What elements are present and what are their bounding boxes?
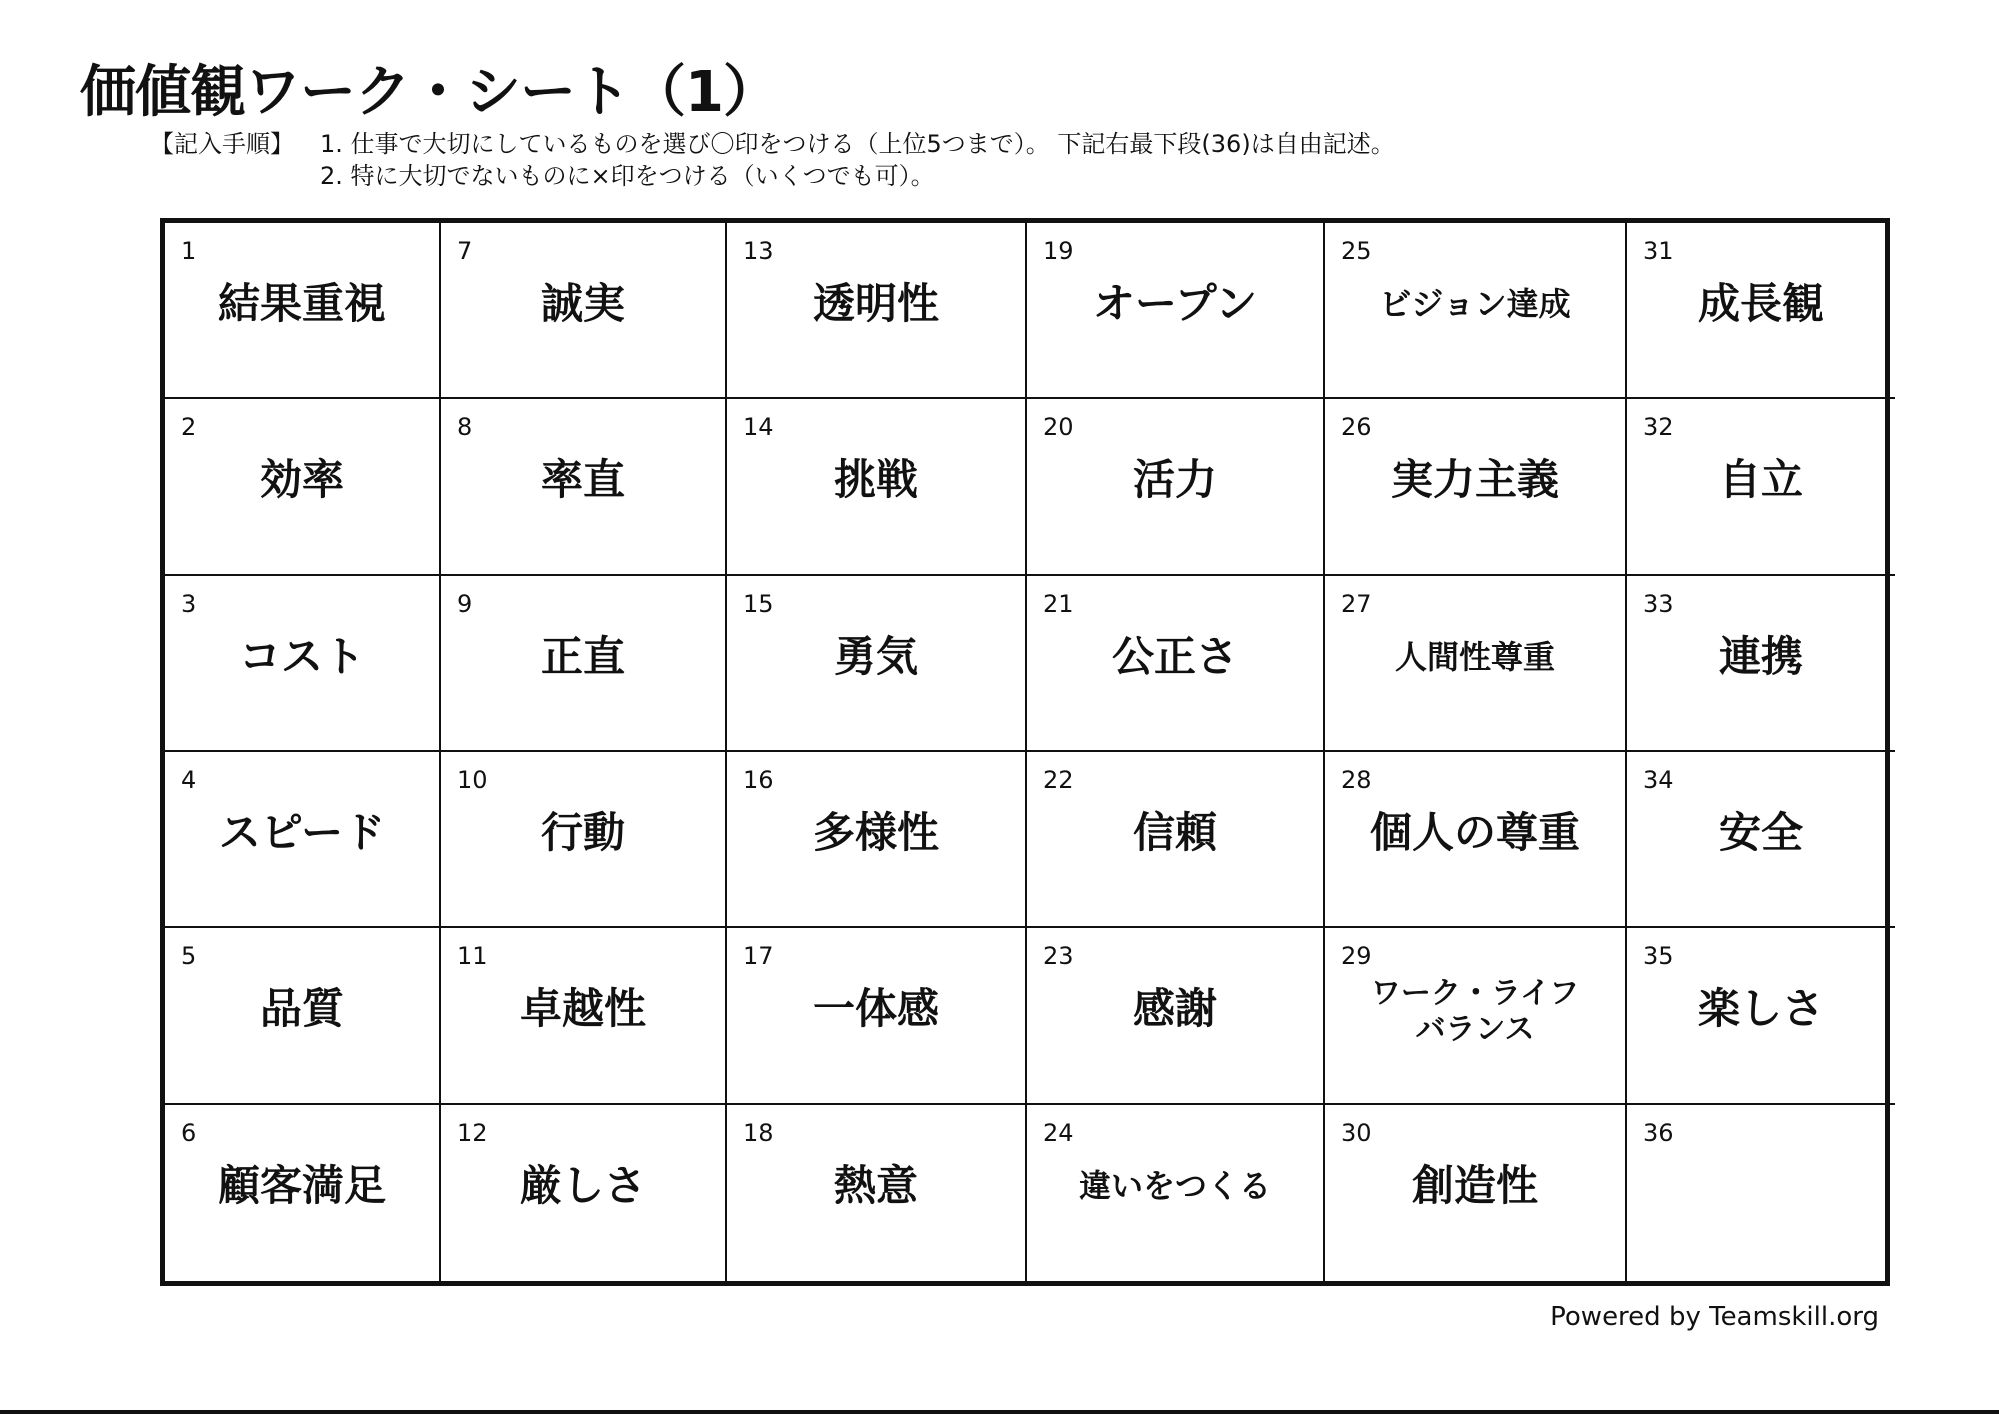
cell-number: 12 bbox=[457, 1118, 488, 1147]
value-cell[interactable] bbox=[165, 1105, 441, 1281]
cell-number: 21 bbox=[1043, 589, 1074, 618]
cell-label: オープン bbox=[1092, 279, 1258, 328]
cell-label: 透明性 bbox=[812, 279, 939, 328]
value-cell[interactable] bbox=[727, 223, 1027, 399]
cell-number: 7 bbox=[457, 237, 473, 265]
values-grid bbox=[160, 218, 1890, 1286]
page-title: 価値観ワーク・シート（1） bbox=[80, 60, 778, 125]
cell-number: 10 bbox=[457, 765, 488, 794]
cell-label: 実力主義 bbox=[1390, 455, 1559, 505]
cell-label: スピード bbox=[218, 807, 386, 857]
cell-number: 33 bbox=[1643, 589, 1674, 618]
value-cell[interactable] bbox=[441, 576, 727, 752]
cell-label: 多様性 bbox=[812, 807, 939, 857]
cell-number: 8 bbox=[457, 413, 473, 442]
value-cell[interactable] bbox=[1027, 399, 1325, 575]
cell-number: 25 bbox=[1341, 237, 1372, 265]
cell-number: 31 bbox=[1643, 237, 1674, 265]
cell-label: 公正さ bbox=[1111, 631, 1238, 681]
cell-label: 感謝 bbox=[1132, 984, 1217, 1034]
cell-label: 正直 bbox=[540, 631, 625, 681]
value-cell[interactable] bbox=[165, 223, 441, 399]
cell-label: 安全 bbox=[1718, 807, 1803, 857]
cell-number: 9 bbox=[457, 589, 473, 618]
cell-number: 27 bbox=[1341, 589, 1372, 618]
value-cell[interactable] bbox=[1325, 928, 1627, 1104]
cell-number: 2 bbox=[181, 413, 197, 442]
cell-number: 4 bbox=[181, 765, 197, 794]
cell-label: 一体感 bbox=[812, 984, 939, 1034]
value-cell[interactable] bbox=[165, 752, 441, 928]
value-cell[interactable] bbox=[441, 928, 727, 1104]
value-cell[interactable] bbox=[727, 928, 1027, 1104]
cell-label: 個人の尊重 bbox=[1369, 807, 1580, 857]
cell-label: コスト bbox=[238, 631, 365, 681]
value-cell[interactable] bbox=[165, 399, 441, 575]
value-cell[interactable] bbox=[165, 576, 441, 752]
value-cell[interactable] bbox=[1027, 1105, 1325, 1281]
value-cell[interactable] bbox=[1627, 399, 1895, 575]
value-cell[interactable] bbox=[727, 399, 1027, 575]
value-cell[interactable] bbox=[1027, 223, 1325, 399]
value-cell[interactable] bbox=[1325, 223, 1627, 399]
cell-label: 効率 bbox=[259, 455, 344, 505]
cell-label: 成長観 bbox=[1697, 279, 1824, 328]
value-cell[interactable] bbox=[441, 399, 727, 575]
cell-number: 34 bbox=[1643, 765, 1674, 794]
value-cell[interactable] bbox=[165, 928, 441, 1104]
value-cell[interactable] bbox=[441, 1105, 727, 1281]
cell-label: 誠実 bbox=[540, 279, 625, 328]
cell-number: 24 bbox=[1043, 1118, 1074, 1147]
free-entry-cell[interactable] bbox=[1627, 1105, 1895, 1281]
cell-number: 26 bbox=[1341, 413, 1372, 442]
instruction-step-1: 1. 仕事で大切にしているものを選び〇印をつける（上位5つまで）。 下記右最下段(36)は自由記述。 bbox=[320, 130, 1395, 158]
cell-label: 人間性尊重 bbox=[1394, 637, 1555, 676]
cell-label: 創造性 bbox=[1411, 1160, 1538, 1210]
cell-number: 14 bbox=[743, 413, 774, 442]
value-cell[interactable] bbox=[1325, 752, 1627, 928]
value-cell[interactable] bbox=[1325, 1105, 1627, 1281]
cell-label: 信頼 bbox=[1132, 807, 1217, 857]
cell-number: 17 bbox=[743, 942, 774, 971]
instructions-label: 【記入手順】 bbox=[150, 130, 294, 158]
value-cell[interactable] bbox=[1627, 928, 1895, 1104]
cell-number: 11 bbox=[457, 942, 488, 971]
cell-number: 36 bbox=[1643, 1118, 1674, 1147]
cell-number: 16 bbox=[743, 765, 774, 794]
cell-number: 23 bbox=[1043, 942, 1074, 971]
cell-number: 28 bbox=[1341, 765, 1372, 794]
footer-credit: Powered by Teamskill.org bbox=[1550, 1302, 1879, 1332]
cell-number: 19 bbox=[1043, 237, 1074, 265]
cell-number: 29 bbox=[1341, 942, 1372, 971]
value-cell[interactable] bbox=[441, 752, 727, 928]
cell-label: 顧客満足 bbox=[217, 1160, 386, 1210]
value-cell[interactable] bbox=[1325, 576, 1627, 752]
cell-label: 結果重視 bbox=[217, 279, 386, 328]
cell-number: 30 bbox=[1341, 1118, 1372, 1147]
cell-label: 卓越性 bbox=[519, 984, 646, 1034]
cell-number: 1 bbox=[181, 237, 197, 265]
value-cell[interactable] bbox=[1027, 928, 1325, 1104]
bottom-divider bbox=[0, 1410, 1999, 1414]
cell-number: 35 bbox=[1643, 942, 1674, 971]
value-cell[interactable] bbox=[441, 223, 727, 399]
cell-number: 18 bbox=[743, 1118, 774, 1147]
value-cell[interactable] bbox=[727, 1105, 1027, 1281]
cell-number: 5 bbox=[181, 942, 197, 971]
value-cell[interactable] bbox=[727, 576, 1027, 752]
cell-label: 楽しさ bbox=[1697, 984, 1824, 1034]
cell-label: ビジョン達成 bbox=[1379, 285, 1571, 323]
cell-label: 勇気 bbox=[833, 631, 918, 681]
cell-label: 違いをつくる bbox=[1078, 1166, 1271, 1205]
instruction-step-2: 2. 特に大切でないものに×印をつける（いくつでも可）。 bbox=[320, 162, 935, 190]
cell-number: 22 bbox=[1043, 765, 1074, 794]
cell-number: 15 bbox=[743, 589, 774, 618]
value-cell[interactable] bbox=[1627, 223, 1895, 399]
cell-label: 自立 bbox=[1718, 455, 1803, 505]
cell-label: 厳しさ bbox=[519, 1160, 646, 1210]
cell-label: 活力 bbox=[1132, 455, 1217, 505]
cell-number: 20 bbox=[1043, 413, 1074, 442]
cell-number: 3 bbox=[181, 589, 197, 618]
cell-number: 32 bbox=[1643, 413, 1674, 442]
cell-number: 13 bbox=[743, 237, 774, 265]
value-cell[interactable] bbox=[1627, 752, 1895, 928]
cell-label: ワーク・ライフ バランス bbox=[1370, 976, 1580, 1048]
value-cell[interactable] bbox=[1027, 752, 1325, 928]
value-cell[interactable] bbox=[1027, 576, 1325, 752]
cell-label: 品質 bbox=[259, 984, 344, 1034]
value-cell[interactable] bbox=[727, 752, 1027, 928]
cell-label: 連携 bbox=[1718, 631, 1803, 681]
cell-label: 率直 bbox=[540, 455, 625, 505]
cell-label: 熱意 bbox=[833, 1160, 918, 1210]
cell-label: 行動 bbox=[540, 807, 625, 857]
value-cell[interactable] bbox=[1627, 576, 1895, 752]
value-cell[interactable] bbox=[1325, 399, 1627, 575]
cell-number: 6 bbox=[181, 1118, 197, 1147]
cell-label: 挑戦 bbox=[833, 455, 918, 505]
